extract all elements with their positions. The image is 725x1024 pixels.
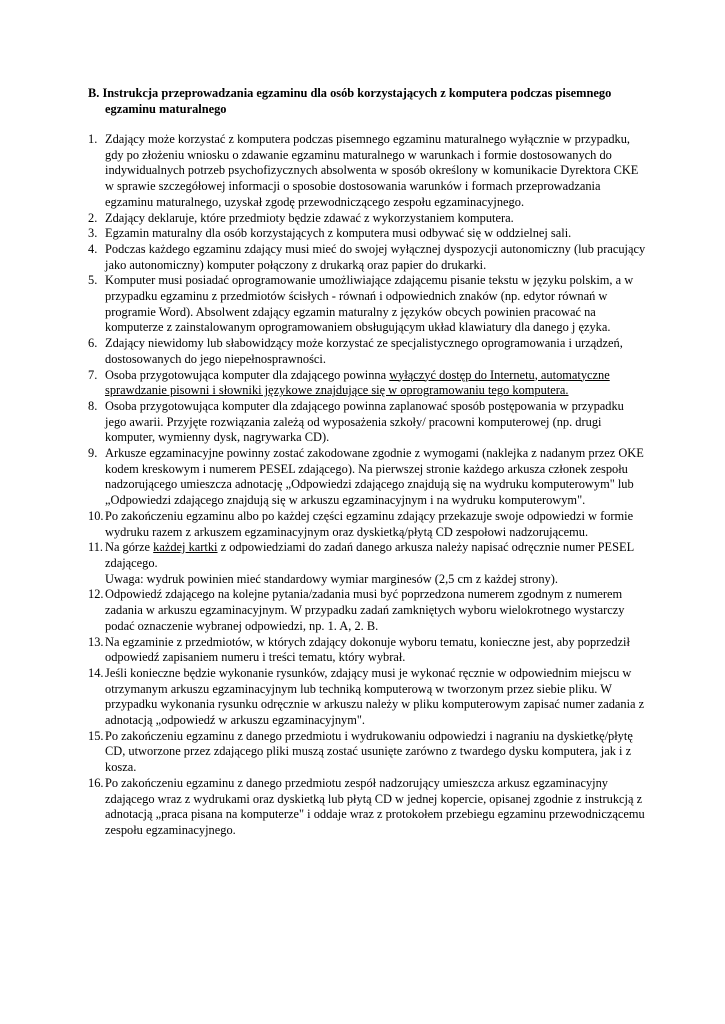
item-number: 10.: [88, 508, 104, 523]
list-item: [88, 540, 648, 587]
item-text: Arkusze egzaminacyjne powinny zostać zakodowane zgodnie z wymogami (naklejka z nadanym przez OKE kodem kreskowym i numerem PESEL zdającego). Na pierwszej stronie każdego arkusza członek zespołu nadzorującego umieszcza adnotację „Odpowiedzi zdającego znajdują się na wydruku komputerowym" lub „Odpowiedzi zdającego znajdują się w arkuszu egzaminacyjnym i na wydruku komputerowym".: [105, 446, 644, 508]
item-text: Po zakończeniu egzaminu z danego przedmiotu zespół nadzorujący umieszcza arkusz egzaminacyjny zdającego wraz z wydrukami oraz dyskietką lub płytą CD w jednej kopercie, opisanej zgodnie z instrukcją z adnotacją „praca pisana na komputerze" i oddaje wraz z protokołem przebiegu egzaminu przewodniczącemu zespołu egzaminacyjnego.: [105, 775, 645, 837]
list-item: [88, 368, 648, 399]
item-text: Osoba przygotowująca komputer dla zdającego powinna zaplanować sposób postępowania w przypadku jego awarii. Przyjęte rozwiązania zależą od wyposażenia szkoły/ pracowni komputerowej (np. drugi komputer, wymienny dysk, nagrywarka CD).: [105, 398, 624, 445]
item-underlined-text: wyłączyć dostęp do Internetu, automatyczne sprawdzanie pisowni i słowniki językowe znajdujące się w oprogramowaniu tego komputera.: [105, 367, 610, 398]
list-item: [88, 509, 648, 540]
list-item: [88, 399, 648, 446]
item-text: Po zakończeniu egzaminu z danego przedmiotu i wydrukowaniu odpowiedzi i nagraniu na dyskietkę/płytę CD, utworzone przez zdającego pliki muszą zostać usunięte zarówno z twardego dysku komputera, jak i z kosza.: [105, 728, 633, 775]
item-number: 3.: [88, 226, 98, 241]
item-text: Komputer musi posiadać oprogramowanie umożliwiające zdającemu pisanie tekstu w języku polskim, a w przypadku egzaminu z przedmiotów ścisłych - równań i odpowiednich znaków (np. edytor równań w programie Word). Absolwent zdający egzamin maturalny z języków obcych powinien pracować na komputerze z zainstalowanym oprogramowaniem obsługującym układ klawiatury dla danego j ęzyka.: [105, 273, 634, 335]
item-number: 9.: [88, 446, 98, 461]
item-number: 6.: [88, 336, 98, 351]
list-item: [88, 635, 648, 666]
section-heading: B. Instrukcja przeprowadzania egzaminu dla osób korzystających z komputera podczas pisemnego egzaminu maturalnego: [88, 86, 612, 116]
item-number: 16.: [88, 775, 104, 790]
item-number: 7.: [88, 367, 98, 382]
list-item: [88, 211, 648, 227]
list-item: [88, 446, 648, 509]
item-text: Podczas każdego egzaminu zdający musi mieć do swojej wyłącznej dyspozycji autonomiczny (lub pracujący jako autonomiczny) komputer połączony z drukarką oraz papier do drukarki.: [105, 241, 646, 272]
item-text-continued: z odpowiedziami do zadań danego arkusza należy napisać odręcznie numer PESEL zdającego.: [105, 540, 634, 570]
item-number: 11.: [88, 540, 104, 555]
item-number: 5.: [88, 273, 98, 288]
item-number: 13.: [88, 634, 104, 649]
list-item: [88, 587, 648, 634]
item-number: 15.: [88, 728, 104, 743]
item-number: 12.: [88, 587, 104, 602]
item-text: Na egzaminie z przedmiotów, w których zdający dokonuje wyboru tematu, konieczne jest, aby poprzedził odpowiedź zapisaniem numeru i treści tematu, który wybrał.: [105, 634, 630, 665]
item-text: Zdający może korzystać z komputera podczas pisemnego egzaminu maturalnego wyłącznie w przypadku, gdy po złożeniu wniosku o zdawanie egzaminu maturalnego w warunkach i formie dostosowanych do indywidualnych potrzeb psychofizycznych absolwenta w sposób określony w komunikacie Dyrektora CKE w sprawie szczegółowej informacji o sposobie dostosowania warunków i formach przeprowadzania egzaminu maturalnego, uzyskał zgodę przewodniczącego zespołu egzaminacyjnego.: [105, 132, 639, 209]
list-item: [88, 242, 648, 273]
item-number: 4.: [88, 241, 98, 256]
item-text: Na górze: [105, 540, 154, 555]
item-note: Uwaga: wydruk powinien mieć standardowy wymiar marginesów (2,5 cm z każdej strony).: [105, 571, 558, 586]
item-number: 2.: [88, 210, 98, 225]
list-item: [88, 776, 648, 839]
list-item: [88, 273, 648, 336]
list-item: [88, 226, 648, 242]
item-number: 1.: [88, 132, 98, 146]
item-text: Jeśli konieczne będzie wykonanie rysunków, zdający musi je wykonać ręcznie w odpowiednim miejscu w otrzymanym arkuszu egzaminacyjnym lub techniką komputerową w tworzonym przez siebie pliku. W przypadku wykonania rysunku odręcznie w arkuszu należy w pliku komputerowym zapisać numer zadania z adnotacją „odpowiedź w arkuszu egzaminacyjnym".: [105, 665, 645, 728]
list-item: [88, 666, 648, 729]
instruction-list: [88, 132, 648, 839]
item-number: 8.: [88, 398, 98, 413]
item-underlined-text: każdej kartki: [153, 540, 218, 555]
list-item: [88, 336, 648, 367]
list-item: [88, 132, 648, 211]
item-text: Odpowiedź zdającego na kolejne pytania/zadania musi być poprzedzona numerem zgodnym z numerem zadania w arkuszu egzaminacyjnym. W przypadku zadań zamkniętych wyboru wielokrotnego wystarczy podać oznaczenie wybranej odpowiedzi, np. 1. A, 2. B.: [105, 587, 625, 633]
item-text: Osoba przygotowująca komputer dla zdającego powinna: [105, 367, 390, 382]
item-text: Egzamin maturalny dla osób korzystających z komputera musi odbywać się w oddzielnej sali.: [105, 226, 572, 241]
item-text: Zdający niewidomy lub słabowidzący może korzystać ze specjalistycznego oprogramowania i urządzeń, dostosowanych do jego niepełnosprawności.: [105, 336, 623, 366]
list-item: [88, 729, 648, 776]
item-text: Po zakończeniu egzaminu albo po każdej części egzaminu zdający przekazuje swoje odpowiedzi w formie wydruku razem z arkuszem egzaminacyjnym oraz dyskietką/płytą CD zespołowi nadzorującemu.: [105, 508, 634, 539]
item-number: 14.: [88, 665, 104, 680]
item-text: Zdający deklaruje, które przedmioty będzie zdawać z wykorzystaniem komputera.: [105, 210, 514, 225]
